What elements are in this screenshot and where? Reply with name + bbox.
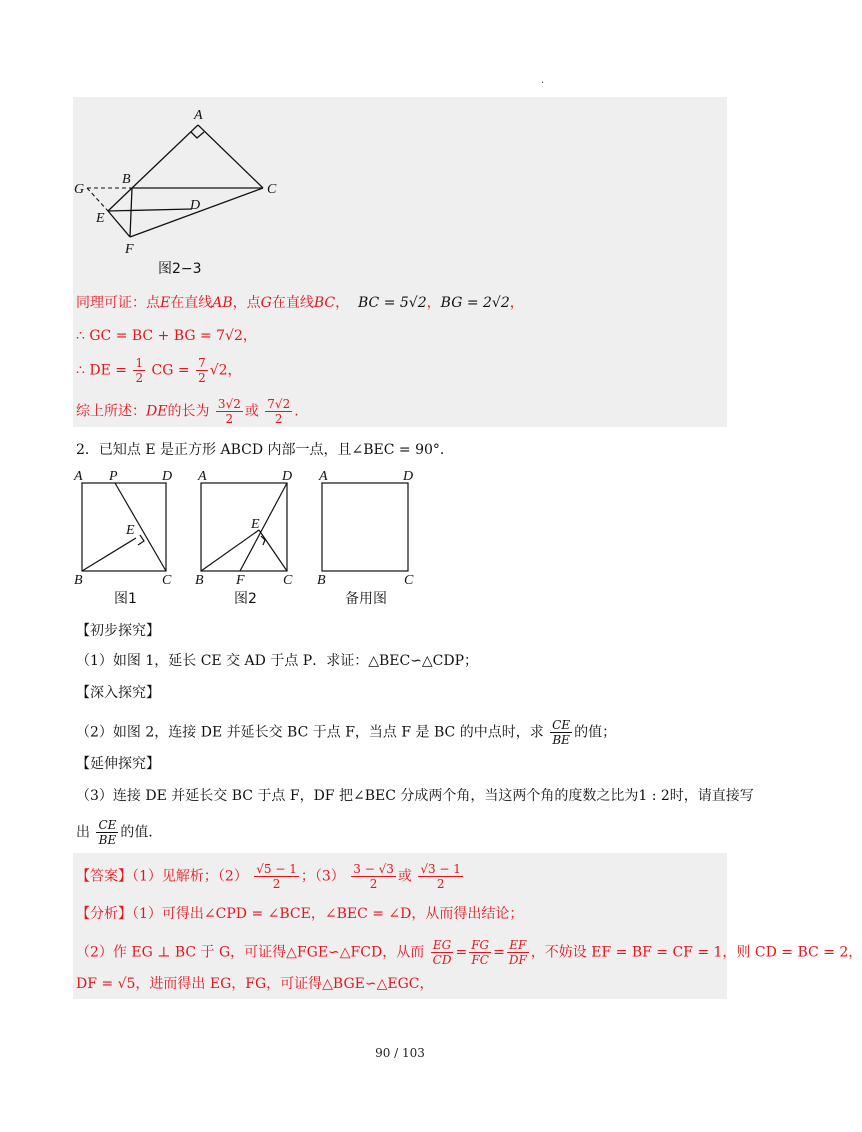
fig1-label-c: C [162, 573, 172, 588]
question-3-line-1: （3）连接 DE 并延长交 BC 于点 F，DF 把∠BEC 分成两个角，当这两个角的度数之比为1 : 2时，请直接写 [76, 788, 754, 804]
dot-mark: · [541, 78, 545, 89]
fig3-label-d: D [403, 469, 414, 484]
solution-line-2: ∴ GC = BC + BG = 7√2， [76, 328, 257, 344]
fig23-label-c: C [267, 182, 277, 197]
answer-line: 【答案】（1）见解析；（2） $\frac{√5 - 1}{2}$ ；（3） $\frac{3 - √3}{2}$ 或 $\frac{√3 - 1}{2}$ [76, 862, 461, 891]
fig23-label-b: B [122, 172, 131, 187]
fig1-label-a: A [74, 469, 83, 484]
page-number: 90 / 103 [375, 1046, 425, 1060]
fig3-label-c: C [404, 573, 414, 588]
fig23-caption: 图2−3 [158, 261, 202, 277]
fig2-caption: 图2 [234, 591, 257, 607]
solution-line-4: 综上所述：DE的长为 $\frac{3√2}{2}$ 或 $\frac{7√2}{2}$ . [76, 397, 299, 426]
fig23-label-d: D [190, 198, 201, 213]
question-3-line-2: 出 $\frac{CE}{BE}$ 的值． [76, 818, 163, 847]
fig2-label-b: B [195, 573, 204, 588]
fig3-label-b: B [317, 573, 326, 588]
question-2: （2）如图 2，连接 DE 并延长交 BC 于点 F，当点 F 是 BC 的中点时，求 $\frac{CE}{BE}$ 的值； [76, 718, 617, 747]
section-deeper: 【深入探究】 [76, 685, 160, 701]
section-preliminary: 【初步探究】 [76, 623, 160, 639]
fig2-label-c: C [283, 573, 293, 588]
analysis-line-3: DF = √5，进而得出 EG，FG，可证得△BGE∽△EGC， [76, 976, 434, 992]
fig23-label-a: A [194, 108, 203, 123]
fig2-label-f: F [236, 573, 245, 588]
analysis-line-2: （2）作 EG ⊥ BC 于 G，可证得△FGE∽△FCD，从而 $\frac{EG}{CD}$ = $\frac{FG}{FC}$ = $\frac{EF}{DF}$ ，不妨设 EF = BF = CF = 1，则 CD = BC = 2， [76, 938, 862, 967]
fig1-label-b: B [74, 573, 83, 588]
solution-line-1: 同理可证：点E在直线AB，点G在直线BC， BC = 5√2，BG = 2√2， [76, 295, 524, 311]
fig2-label-a: A [198, 469, 207, 484]
analysis-line-1: 【分析】（1）可得出∠CPD = ∠BCE，∠BEC = ∠D，从而得出结论； [76, 906, 524, 922]
fig2-label-d: D [282, 469, 293, 484]
fig1-label-p: P [109, 469, 118, 484]
fig2-label-e: E [251, 517, 260, 532]
fig1-caption: 图1 [114, 591, 137, 607]
fig3-caption: 备用图 [345, 591, 387, 607]
fig23-label-g: G [74, 182, 85, 197]
section-extended: 【延伸探究】 [76, 756, 160, 772]
fig23-label-e: E [96, 211, 105, 226]
fig23-label-f: F [125, 242, 134, 257]
fig1-label-d: D [162, 469, 173, 484]
solution-line-3: ∴ DE = $\frac{1}{2}$ CG = $\frac{7}{2}$ √2， [76, 356, 242, 385]
problem-2-figures [70, 466, 430, 591]
problem-2-statement: 2．已知点 E 是正方形 ABCD 内部一点，且∠BEC = 90°． [76, 442, 454, 458]
fig1-label-e: E [126, 523, 135, 538]
question-1: （1）如图 1，延长 CE 交 AD 于点 P．求证：△BEC∽△CDP； [76, 653, 479, 669]
fig3-label-a: A [319, 469, 328, 484]
